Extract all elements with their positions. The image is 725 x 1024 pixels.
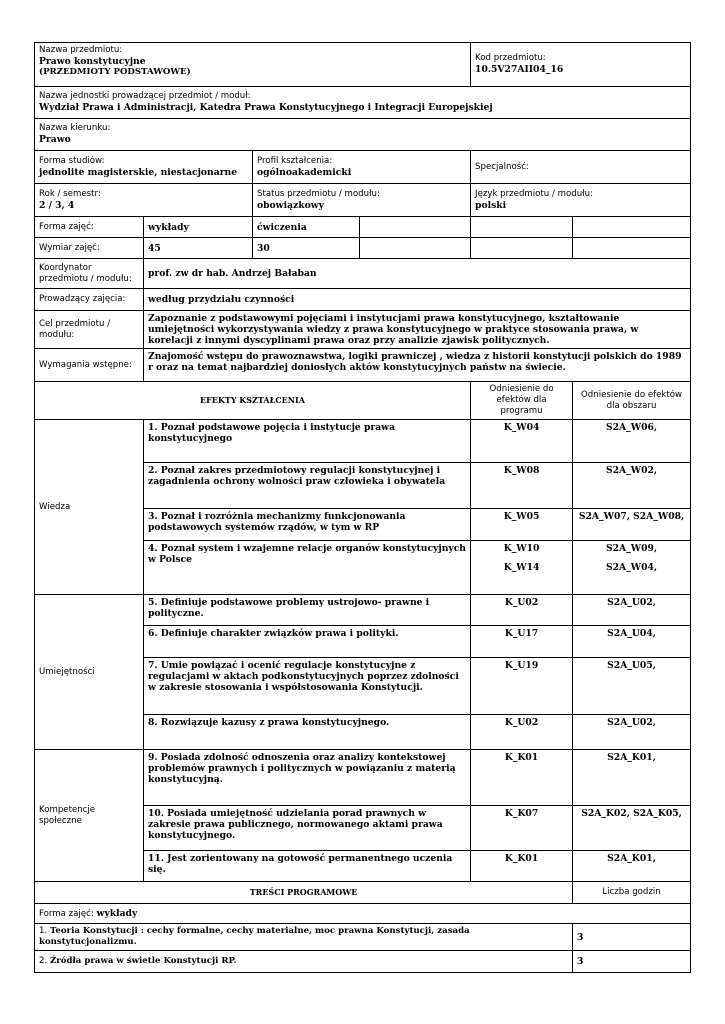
classes-hours-empty-2 [471, 238, 573, 259]
effect-program: K_W08 [471, 463, 573, 509]
effect-area-1: S2A_W09, [606, 543, 658, 554]
classes-hours-label: Wymiar zajęć: [35, 238, 144, 259]
requirements-row [35, 349, 691, 382]
classes-form-1: wykłady [144, 217, 253, 238]
effect-text: 4. Poznał system i wzajemne relacje organów konstytucyjnych w Polsce [144, 541, 471, 595]
program-header-row [35, 882, 691, 904]
wiedza-label: Wiedza [35, 420, 144, 595]
effect-text: 2. Poznał zakres przedmiotowy regulacji konstytucyjnej i zagadnienia ochrony wolności praw człowieka i obywatela [144, 463, 471, 509]
subject-label: Nazwa przedmiotu: [39, 45, 123, 55]
effect-area [573, 541, 691, 595]
study-form-label: Forma studiów: [39, 155, 105, 166]
program-header: TREŚCI PROGRAMOWE [35, 882, 573, 904]
classes-form-empty-2 [471, 217, 573, 238]
specialty-cell [471, 151, 691, 184]
effect-area: S2A_U02, [573, 715, 691, 750]
program-form-label: Forma zajęć: [39, 908, 94, 919]
effect-area: S2A_U02, [573, 595, 691, 626]
study-form-value: jednolite magisterskie, niestacjonarne [39, 166, 238, 178]
effect-row [35, 420, 691, 463]
effect-program [471, 541, 573, 595]
effect-program: K_U02 [471, 595, 573, 626]
effect-text: 5. Definiuje podstawowe problemy ustrojowo- prawne i polityczne. [144, 595, 471, 626]
effect-text: 10. Posiada umiejętność udzielania porad prawnych w zakresie prawa publicznego, normowanego aktami prawa konstytucyjnego. [144, 806, 471, 851]
classes-hours-empty-3 [573, 238, 691, 259]
unit-row [35, 87, 691, 119]
program-item-hours: 3 [573, 951, 691, 973]
effects-col-program: Odniesienie do efektów dla programu [471, 382, 573, 420]
syllabus-table [34, 42, 691, 973]
goal-row [35, 311, 691, 349]
effects-col-area: Odniesienie do efektów dla obszaru [573, 382, 691, 420]
effect-area: S2A_U05, [573, 658, 691, 715]
program-item-cell [35, 951, 573, 973]
language-label: Język przedmiotu / modułu: [475, 188, 593, 199]
effect-program: K_K07 [471, 806, 573, 851]
effect-area: S2A_W06, [573, 420, 691, 463]
umiejetnosci-label: Umiejętności [35, 595, 144, 750]
program-item-title: Teoria Konstytucji : [49, 926, 144, 936]
effect-area: S2A_W07, S2A_W08, [573, 509, 691, 541]
goal-label: Cel przedmiotu / modułu: [35, 311, 144, 349]
effect-text: 6. Definiuje charakter związków prawa i polityki. [144, 626, 471, 658]
program-item-row [35, 951, 691, 973]
effect-area-2: S2A_W04, [606, 562, 658, 573]
coordinator-label: Koordynator przedmiotu / modułu: [35, 259, 144, 289]
program-item-title: Źródła prawa w świetle Konstytucji RP. [49, 956, 237, 966]
classes-hours-empty-1 [360, 238, 471, 259]
effect-program-1: K_W10 [503, 543, 540, 554]
teachers-value: według przydziału czynności [144, 289, 691, 311]
effect-text: 9. Posiada zdolność odnoszenia oraz analizy kontekstowej problemów prawnych i politycznych w powiązaniu z materią konstytucyjną. [144, 750, 471, 806]
year-label: Rok / semestr: [39, 188, 101, 199]
effect-area: S2A_K02, S2A_K05, [573, 806, 691, 851]
program-item-row [35, 924, 691, 951]
classes-hours-2: 30 [253, 238, 360, 259]
kompetencje-label: Kompetencje społeczne [35, 750, 144, 882]
field-row [35, 119, 691, 151]
classes-form-empty-1 [360, 217, 471, 238]
effect-area: S2A_W02, [573, 463, 691, 509]
subject-row [35, 43, 691, 87]
effect-row [35, 595, 691, 626]
effect-area: S2A_K01, [573, 851, 691, 882]
year-row [35, 184, 691, 217]
effect-program: K_W04 [471, 420, 573, 463]
effect-program: K_U17 [471, 626, 573, 658]
classes-hours-row [35, 238, 691, 259]
effect-text: 11. Jest zorientowany na gotowość permanentnego uczenia się. [144, 851, 471, 882]
effects-header-row [35, 382, 691, 420]
effect-program: K_W05 [471, 509, 573, 541]
effect-text: 7. Umie powiązać i ocenić regulacje konstytucyjne z regulacjami w aktach podkonstytucyjnych poprzez zdolności w zakresie stosowania i współstosowania Konstytucji. [144, 658, 471, 715]
effect-program: K_U19 [471, 658, 573, 715]
effect-program: K_K01 [471, 851, 573, 882]
language-cell [471, 184, 691, 217]
subject-name: Prawo konstytucyjne [39, 56, 146, 67]
effect-program: K_K01 [471, 750, 573, 806]
subject-cell [35, 43, 471, 87]
study-row [35, 151, 691, 184]
unit-value: Wydział Prawa i Administracji, Katedra Prawa Konstytucyjnego i Integracji Europejskiej [39, 102, 493, 113]
status-value: obowiązkowy [257, 199, 324, 211]
effect-area: S2A_K01, [573, 750, 691, 806]
study-form-cell [35, 151, 253, 184]
program-item-desc: cechy formalne, cechy materialne, moc prawna Konstytucji, zasada konstytucjonalizmu. [39, 926, 470, 947]
unit-label: Nazwa jednostki prowadzącej przedmiot / moduł: [39, 91, 251, 101]
code-value: 10.5V27AII04_16 [475, 64, 564, 75]
classes-form-row [35, 217, 691, 238]
effect-program-2: K_W14 [503, 562, 540, 573]
program-form-value: wykłady [96, 907, 138, 919]
code-cell [471, 43, 691, 87]
profile-value: ogólnoakademicki [257, 166, 352, 178]
status-cell [253, 184, 471, 217]
requirements-label: Wymagania wstępne: [35, 349, 144, 382]
profile-cell [253, 151, 471, 184]
syllabus-document [34, 42, 690, 973]
effect-area: S2A_U04, [573, 626, 691, 658]
goal-value: Zapoznanie z podstawowymi pojęciami i instytucjami prawa konstytucyjnego, kształtowanie umiejętności wykorzystywania wiedzy z prawa konstytucyjnego w praktyce stosowania prawa, w korelacji z innymi dyscyplinami prawa oraz przy analizie zjawisk politycznych. [144, 311, 691, 349]
language-value: polski [475, 199, 507, 211]
classes-form-label: Forma zajęć: [35, 217, 144, 238]
effect-row [35, 750, 691, 806]
program-form-row [35, 904, 691, 924]
effect-text: 3. Poznał i rozróżnia mechanizmy funkcjonowania podstawowych systemów rządów, w tym w RP [144, 509, 471, 541]
field-label: Nazwa kierunku: [39, 123, 111, 133]
classes-form-2: ćwiczenia [253, 217, 360, 238]
program-hours-header: Liczba godzin [573, 882, 691, 904]
specialty-label: Specjalność: [475, 161, 529, 172]
profile-label: Profil kształcenia: [257, 155, 333, 166]
field-value: Prawo [39, 134, 71, 145]
program-form-cell [35, 904, 691, 924]
teachers-label: Prowadzący zajęcia: [35, 289, 144, 311]
teachers-row [35, 289, 691, 311]
requirements-value: Znajomość wstępu do prawoznawstwa, logiki prawniczej , wiedza z historii konstytucji polskich do 1989 r oraz na temat najbardziej doniosłych aktów konstytucyjnych państw na świecie. [144, 349, 691, 382]
program-item-num: 2. [39, 956, 48, 966]
year-cell [35, 184, 253, 217]
classes-hours-1: 45 [144, 238, 253, 259]
effect-program: K_U02 [471, 715, 573, 750]
effect-text: 8. Rozwiązuje kazusy z prawa konstytucyjnego. [144, 715, 471, 750]
code-label: Kod przedmiotu: [475, 53, 546, 63]
unit-cell [35, 87, 691, 119]
program-item-num: 1. [39, 926, 48, 936]
coordinator-value: prof. zw dr hab. Andrzej Bałaban [144, 259, 691, 289]
field-cell [35, 119, 691, 151]
effect-text: 1. Poznał podstawowe pojęcia i instytucje prawa konstytucyjnego [144, 420, 471, 463]
classes-form-empty-3 [573, 217, 691, 238]
program-item-hours: 3 [573, 924, 691, 951]
effects-header: EFEKTY KSZTAŁCENIA [35, 382, 471, 420]
subject-group: (PRZEDMIOTY PODSTAWOWE) [39, 67, 191, 77]
program-item-cell [35, 924, 573, 951]
status-label: Status przedmiotu / modułu: [257, 188, 380, 199]
year-value: 2 / 3, 4 [39, 199, 75, 211]
coordinator-row [35, 259, 691, 289]
